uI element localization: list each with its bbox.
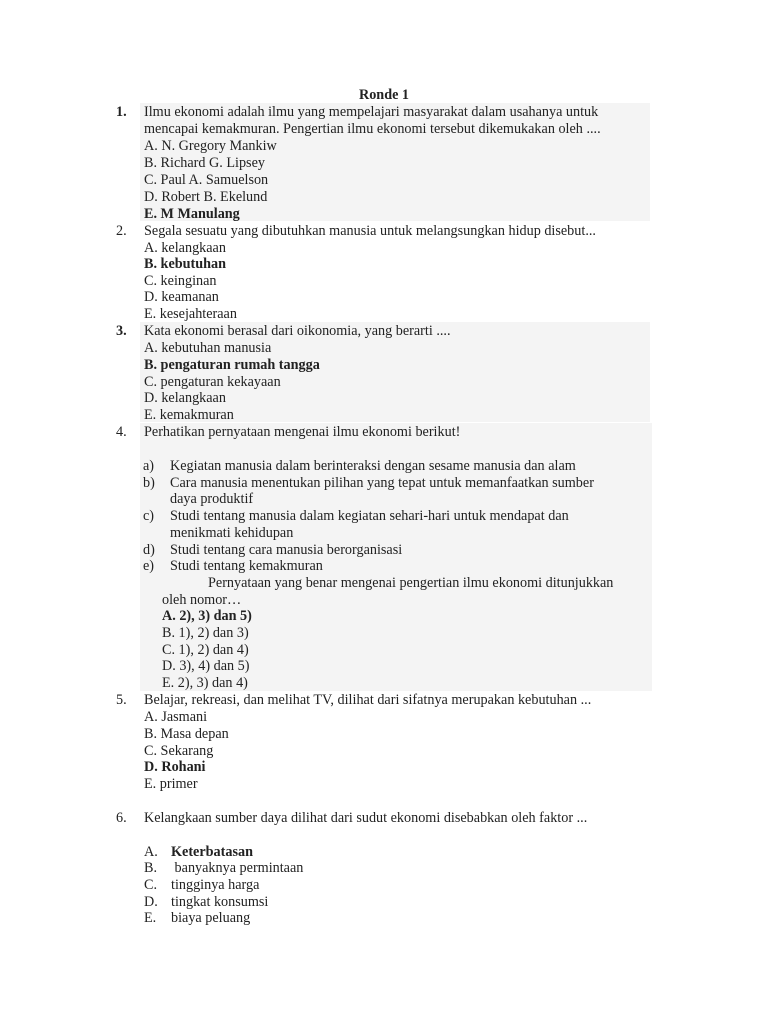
q3-option-c: C. pengaturan kekayaan [144,374,281,390]
q4-option-b: B. 1), 2) dan 3) [162,625,249,641]
q4-statement-a-label: a) [143,458,155,474]
q4-statement-c-label: c) [143,508,155,524]
q6-option-c: tingginya harga [171,877,260,893]
q4-option-e: E. 2), 3) dan 4) [162,675,248,691]
q1-option-a: A. N. Gregory Mankiw [144,138,277,154]
q3-text: Kata ekonomi berasal dari oikonomia, yang berarti .... [144,323,451,339]
q6-option-e: biaya peluang [171,910,251,926]
q2-option-d: D. keamanan [144,289,219,305]
q4-statement-b-label: b) [143,475,155,491]
q6-text: Kelangkaan sumber daya dilihat dari sudut ekonomi disebabkan oleh faktor ... [144,810,588,826]
q4-statement-e-label: e) [143,558,155,574]
q4-prompt-line1: Pernyataan yang benar mengenai pengertian ilmu ekonomi ditunjukkan [208,575,614,591]
q2-option-a: A. kelangkaan [144,240,226,256]
q6-option-a-answer: Keterbatasan [171,844,253,860]
q4-statement-b-line1: Cara manusia menentukan pilihan yang tepat untuk memanfaatkan sumber [170,475,594,491]
q4-option-a-answer: A. 2), 3) dan 5) [162,608,252,624]
q3-option-d: D. kelangkaan [144,390,226,406]
q4-prompt-line2: oleh nomor… [162,592,242,608]
q6-option-d-letter: D. [144,894,158,910]
q1-number: 1. [116,104,127,120]
q6-number: 6. [116,810,127,826]
q2-text: Segala sesuatu yang dibutuhkan manusia untuk melangsungkan hidup disebut... [144,223,596,239]
q5-option-d-answer: D. Rohani [144,759,206,775]
q4-statement-c-line1: Studi tentang manusia dalam kegiatan sehari-hari untuk mendapat dan [170,508,569,524]
q6-option-a-letter: A. [144,844,158,860]
q3-option-e: E. kemakmuran [144,407,234,423]
q5-option-b: B. Masa depan [144,726,229,742]
q4-text: Perhatikan pernyataan mengenai ilmu ekonomi berikut! [144,424,461,440]
q5-option-a: A. Jasmani [144,709,208,725]
q4-number: 4. [116,424,127,440]
q6-option-b: banyaknya permintaan [171,860,304,876]
q3-option-a: A. kebutuhan manusia [144,340,272,356]
q1-option-b: B. Richard G. Lipsey [144,155,265,171]
q4-option-d: D. 3), 4) dan 5) [162,658,250,674]
q1-option-c: C. Paul A. Samuelson [144,172,269,188]
q3-number: 3. [116,323,127,339]
q2-number: 2. [116,223,127,239]
q4-statement-d-label: d) [143,542,155,558]
q4-statement-d: Studi tentang cara manusia berorganisasi [170,542,403,558]
q1-option-e-answer: E. M Manulang [144,206,240,222]
q2-option-b-answer: B. kebutuhan [144,256,227,272]
q1-option-d: D. Robert B. Ekelund [144,189,268,205]
q6-option-c-letter: C. [144,877,158,893]
q6-option-e-letter: E. [144,910,157,926]
q1-text-line2: mencapai kemakmuran. Pengertian ilmu ekonomi tersebut dikemukakan oleh .... [144,121,601,137]
q2-option-e: E. kesejahteraan [144,306,237,322]
q4-option-c: C. 1), 2) dan 4) [162,642,249,658]
q4-statement-a: Kegiatan manusia dalam berinteraksi dengan sesame manusia dan alam [170,458,576,474]
q6-option-b-letter: B. [144,860,158,876]
q1-text-line1: Ilmu ekonomi adalah ilmu yang mempelajari masyarakat dalam usahanya untuk [144,104,599,120]
q4-statement-c-line2: menikmati kehidupan [170,525,294,541]
q6-option-d: tingkat konsumsi [171,894,269,910]
q5-option-e: E. primer [144,776,198,792]
q3-option-b-answer: B. pengaturan rumah tangga [144,357,320,373]
page-title: Ronde 1 [358,87,410,103]
q5-text: Belajar, rekreasi, dan melihat TV, dilihat dari sifatnya merupakan kebutuhan ... [144,692,592,708]
q5-option-c: C. Sekarang [144,743,214,759]
q4-statement-e: Studi tentang kemakmuran [170,558,323,574]
q2-option-c: C. keinginan [144,273,217,289]
q5-number: 5. [116,692,127,708]
q4-statement-b-line2: daya produktif [170,491,254,507]
